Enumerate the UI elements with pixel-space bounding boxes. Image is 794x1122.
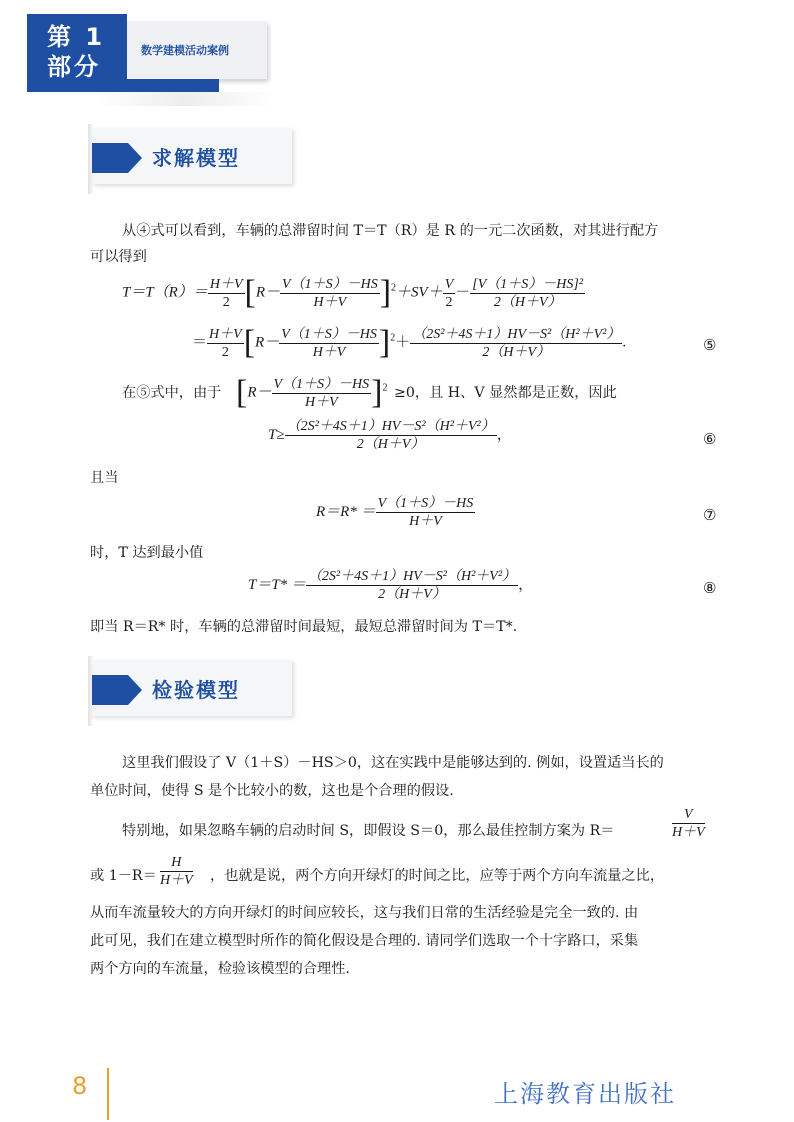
equation-number-5: ⑤ bbox=[703, 336, 717, 354]
time-min-text: 时，T 达到最小值 bbox=[90, 545, 204, 561]
para1-line1: 这里我们假设了 V（1＋S）－HS＞0，这在实践中是能够达到的. 例如，设置适当长的 bbox=[122, 755, 664, 771]
intro-line2: 可以得到 bbox=[90, 249, 147, 265]
equation-number-7: ⑦ bbox=[703, 506, 717, 524]
publisher-name: 上海教育出版社 bbox=[494, 1080, 676, 1108]
chapter-tab bbox=[27, 14, 127, 92]
equation-number-6: ⑥ bbox=[703, 430, 717, 448]
para2-line4: 此可见，我们在建立模型时所作的简化假设是合理的. 请同学们选取一个十字路口，采集 bbox=[90, 933, 639, 949]
equation-6: T≥ $\frac{\text{（2S²＋4S＋1）HV－S²（H²＋V²）}}{2(H+V)}$ ， bbox=[268, 419, 512, 452]
fraction-h-over-hv: $\frac{H}{H+V}$ bbox=[160, 855, 193, 888]
equation-8: T＝T* ＝ $\frac{\text{（2S²＋4S＋1）HV－S²（H²＋V²）}}{2(H+V)}$ ， bbox=[248, 569, 534, 602]
section-title: 检验模型 bbox=[152, 678, 240, 702]
equation-number-8: ⑧ bbox=[703, 579, 717, 597]
para2-line5: 两个方向的车流量，检验该模型的合理性. bbox=[90, 961, 350, 977]
header-shade bbox=[95, 92, 275, 106]
arrow-chevron-icon bbox=[92, 143, 142, 173]
section-heading-solve bbox=[88, 128, 296, 190]
and-when-text: 且当 bbox=[90, 470, 119, 486]
fraction-v-over-hv: $\frac{V}{H+V}$ bbox=[672, 807, 705, 840]
arrow-chevron-icon bbox=[92, 675, 142, 705]
after-eq5-post: ≥0，且 H、V 显然都是正数，因此 bbox=[394, 385, 617, 401]
after-eq5-text: 在⑤式中，由于 bbox=[122, 385, 222, 401]
equation-7: R＝R* ＝ $\frac{V(1+S)-HS}{H+V}$ bbox=[316, 496, 474, 529]
section-heading-verify bbox=[88, 660, 296, 722]
footer-divider bbox=[107, 1068, 109, 1120]
para2-line2-pre: 或 1－R＝ bbox=[90, 868, 157, 884]
intro-line1: 从④式可以看到，车辆的总滞留时间 T＝T（R）是 R 的一元二次函数，对其进行配方 bbox=[122, 223, 659, 239]
para2-line1: 特别地，如果忽略车辆的启动时间 S，即假设 S＝0，那么最佳控制方案为 R＝ bbox=[122, 823, 615, 839]
equation-5: ＝ $\frac{H+V}{2}$ [R－ $\frac{V(1+S)-HS}{H+V}$ ]$^2$＋ $\frac{\text{（2S²＋4S＋1）HV－S²（H²＋V²）}}{2(H+V)}$ . bbox=[192, 324, 627, 361]
header-band-text: 数学建模活动案例 bbox=[141, 44, 229, 57]
conclusion-text: 即当 R＝R* 时，车辆的总滞留时间最短，最短总滞留时间为 T＝T*. bbox=[90, 619, 518, 635]
para1-line2: 单位时间，使得 S 是个比较小的数，这也是个合理的假设. bbox=[90, 783, 454, 799]
chapter-tab-line2: 部分 bbox=[47, 53, 101, 81]
chapter-tab-line1: 第 1 bbox=[47, 23, 106, 51]
header-blue-rule bbox=[127, 79, 219, 92]
para2-line2-post: ，也就是说，两个方向开绿灯的时间之比，应等于两个方向车流量之比， bbox=[210, 868, 665, 884]
section-title: 求解模型 bbox=[152, 146, 240, 170]
header-band bbox=[127, 21, 267, 79]
page-number: 8 bbox=[72, 1072, 88, 1100]
para2-line3: 从而车流量较大的方向开绿灯的时间应较长，这与我们日常的生活经验是完全一致的. 由 bbox=[90, 905, 639, 921]
bracket-expression: [R－ $\frac{V(1+S)-HS}{H+V}$ ]$^2$ bbox=[236, 374, 388, 411]
equation-line1: T＝T（R）＝ $\frac{H+V}{2}$ [R－ $\frac{V(1+S)-HS}{H+V}$ ]$^2$＋SV＋ $\frac{V}{2}$ － $\frac{\text{[V（1＋S）－HS]²}}{2(H+V)}$ bbox=[122, 274, 584, 311]
